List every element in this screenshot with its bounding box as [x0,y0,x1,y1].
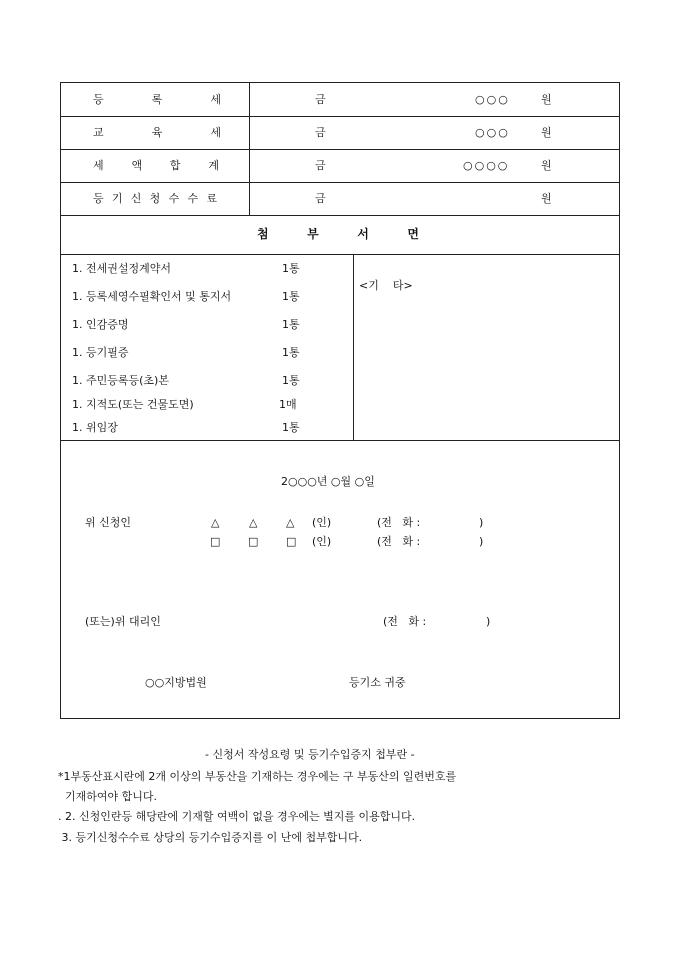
attachment-item: 1. 주민등록등(초)본 [72,374,169,387]
applicant-mark: □ [248,535,259,548]
attachments-heading: 첨 부 서 면 [257,227,419,241]
attachment-item: 1. 등기필증 [72,346,129,359]
fee-unit: 원 [541,159,552,172]
fee-label-registration-tax: 등 록 세 [93,93,221,106]
applicant-mark: △ [249,516,258,529]
fee-amount: ○○○ [475,126,510,139]
instruction-line: 3. 등기신청수수료 상당의 등기수입증지를 이 난에 첩부합니다. [58,831,363,844]
fee-amount: ○○○○ [463,159,510,172]
registry-office: 등기소 귀중 [349,676,406,689]
row-divider [61,254,619,255]
fee-label-education-tax: 교 육 세 [93,126,221,139]
court-name: ○○지방법원 [145,676,207,689]
attachment-item: 1. 인감증명 [72,318,129,331]
attachment-column-divider [353,254,354,440]
applicant-mark: □ [286,535,297,548]
attachment-item: 1. 등록세영수필확인서 및 통지서 [72,290,232,303]
fee-label-application-fee: 등 기 신 청 수 수 료 [93,192,217,205]
phone-label: (전 화 : [377,535,421,548]
fee-currency: 금 [315,159,326,172]
attachment-count: 1통 [282,318,300,331]
fee-unit: 원 [541,126,552,139]
fee-currency: 금 [315,126,326,139]
instruction-line: 기재하여야 합니다. [58,790,157,803]
attachment-count: 1매 [279,398,297,411]
fee-label-tax-total: 세 액 합 계 [93,159,219,172]
applicant-mark: □ [210,535,221,548]
fee-unit: 원 [541,192,552,205]
attachment-count: 1통 [282,290,300,303]
fee-amount: ○○○ [475,93,510,106]
attachment-count: 1통 [282,346,300,359]
attachment-item: 1. 지적도(또는 건물도면) [72,398,194,411]
fee-column-divider [249,83,250,215]
seal-mark: (인) [312,535,332,548]
attachment-item: 1. 전세권설정계약서 [72,262,171,275]
agent-phone-label: (전 화 : [383,615,427,628]
fee-currency: 금 [315,192,326,205]
phone-close: ) [479,535,484,548]
phone-close: ) [479,516,484,529]
attachment-count: 1통 [282,421,300,434]
fee-currency: 금 [315,93,326,106]
instruction-line: . 2. 신청인란등 해당란에 기재할 여백이 없을 경우에는 별지를 이용합니다. [58,810,416,823]
seal-mark: (인) [312,516,332,529]
applicant-mark: △ [211,516,220,529]
application-date: 2○○○년 ○월 ○일 [281,475,375,488]
attachment-item: 1. 위임장 [72,421,118,434]
row-divider [61,116,619,117]
phone-label: (전 화 : [377,516,421,529]
application-form-table [60,82,620,719]
attachment-count: 1통 [282,374,300,387]
instructions-title: - 신청서 작성요령 및 등기수입증지 첩부란 - [205,748,415,761]
applicant-mark: △ [286,516,295,529]
fee-unit: 원 [541,93,552,106]
agent-label: (또는)위 대리인 [85,615,161,628]
row-divider [61,215,619,216]
phone-close: ) [486,615,491,628]
row-divider [61,149,619,150]
applicant-label: 위 신청인 [85,516,132,529]
other-attachments-label: <기 타> [359,279,413,292]
row-divider [61,440,619,441]
instruction-line: *1부동산표시란에 2개 이상의 부동산을 기재하는 경우에는 구 부동산의 일련번호를 [58,770,457,783]
attachment-count: 1통 [282,262,300,275]
row-divider [61,182,619,183]
